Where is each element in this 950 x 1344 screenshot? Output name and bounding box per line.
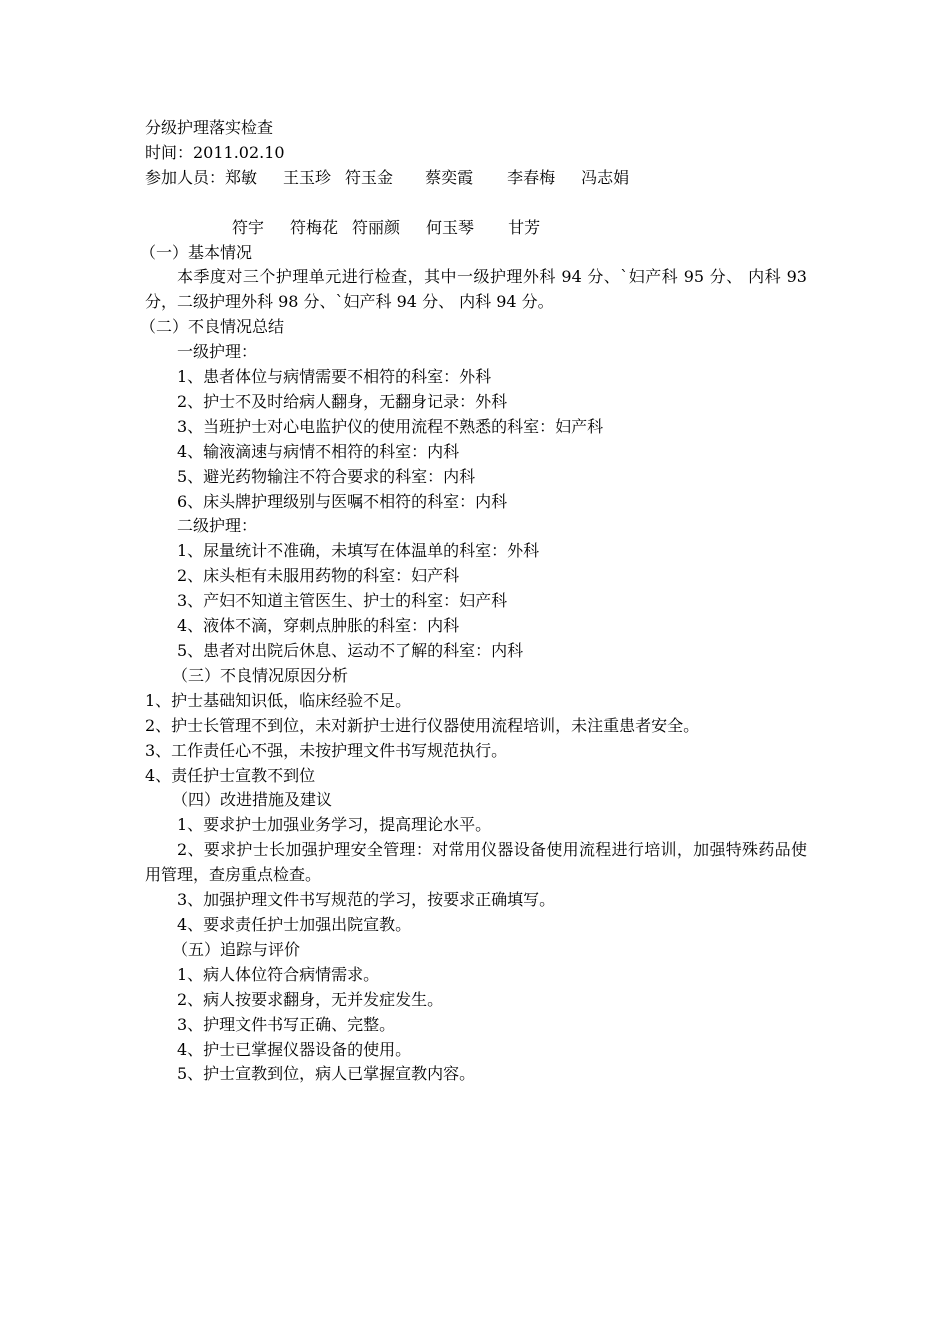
participant: 符丽颜	[352, 217, 401, 237]
list-item: 2、病人按要求翻身，无并发症发生。	[177, 989, 444, 1009]
list-item: 6、床头牌护理级别与医嘱不相符的科室：内科	[177, 491, 508, 511]
document-body	[140, 116, 807, 1087]
list-item: 3、产妇不知道主管医生、护士的科室：妇产科	[177, 591, 508, 611]
list-item: 4、液体不滴，穿刺点肿胀的科室：内科	[177, 616, 460, 636]
participant: 何玉琴	[426, 217, 475, 237]
list-item: 2、护士长管理不到位，未对新护士进行仪器使用流程培训，未注重患者安全。	[145, 715, 700, 735]
list-item: 4、要求责任护士加强出院宣教。	[177, 914, 412, 934]
list-item: 4、输液滴速与病情不相符的科室：内科	[177, 441, 460, 461]
list-item: 2、床头柜有未服用药物的科室：妇产科	[177, 566, 460, 586]
list-item: 1、要求护士加强业务学习，提高理论水平。	[177, 815, 492, 835]
list-item: 3、工作责任心不强，未按护理文件书写规范执行。	[145, 740, 508, 760]
list-item: 1、病人体位符合病情需求。	[177, 964, 380, 984]
section-heading: （五）追踪与评价	[172, 939, 301, 959]
participant: 符梅花	[290, 217, 339, 237]
section-heading: （四）改进措施及建议	[172, 790, 333, 810]
participant: 甘芳	[508, 217, 541, 237]
participants-row-2	[145, 216, 807, 241]
list-item: 1、患者体位与病情需要不相符的科室：外科	[177, 367, 492, 387]
participant: 符宇	[232, 217, 265, 237]
doc-title: 分级护理落实检查	[145, 118, 274, 137]
list-item: 1、护士基础知识低，临床经验不足。	[145, 690, 412, 710]
list-item: 4、责任护士宣教不到位	[145, 765, 316, 785]
participants-label: 参加人员：	[145, 167, 226, 187]
inspection-time: 时间：2011.02.10	[145, 142, 285, 162]
list-item: 2、护士不及时给病人翻身，无翻身记录：外科	[177, 391, 508, 411]
section-heading: （二）不良情况总结	[140, 317, 285, 337]
participant: 蔡奕霞	[425, 167, 474, 187]
list-item: 4、护士已掌握仪器设备的使用。	[177, 1039, 412, 1059]
participant: 王玉珍	[283, 167, 332, 187]
list-item: 5、避光药物输注不符合要求的科室：内科	[177, 466, 476, 486]
list-item: 3、当班护士对心电监护仪的使用流程不熟悉的科室：妇产科	[177, 416, 604, 436]
participant: 符玉金	[345, 167, 394, 187]
section-heading: （三）不良情况原因分析	[172, 665, 349, 685]
participants-row-1	[145, 166, 807, 191]
list-item: 5、患者对出院后休息、运动不了解的科室：内科	[177, 641, 524, 661]
list-item: 3、加强护理文件书写规范的学习，按要求正确填写。	[177, 890, 556, 910]
subheading: 一级护理：	[177, 342, 258, 362]
section-heading: （一）基本情况	[140, 242, 253, 262]
list-item: 2、要求护士长加强护理安全管理：对常用仪器设备使用流程进行培训，加强特殊药品使用管理，查房重点检查。	[145, 840, 807, 885]
participant: 冯志娟	[581, 167, 630, 187]
list-item: 5、护士宣教到位，病人已掌握宣教内容。	[177, 1064, 476, 1084]
subheading: 二级护理：	[177, 516, 258, 536]
list-item: 1、尿量统计不准确，未填写在体温单的科室：外科	[177, 541, 540, 561]
list-item: 3、护理文件书写正确、完整。	[177, 1014, 396, 1034]
participant: 李春梅	[507, 167, 556, 187]
participant: 郑敏	[225, 167, 258, 187]
section-paragraph: 本季度对三个护理单元进行检查，其中一级护理外科 94 分、`妇产科 95 分、 内科 93 分，二级护理外科 98 分、`妇产科 94 分、 内科 94 分。	[145, 267, 807, 312]
